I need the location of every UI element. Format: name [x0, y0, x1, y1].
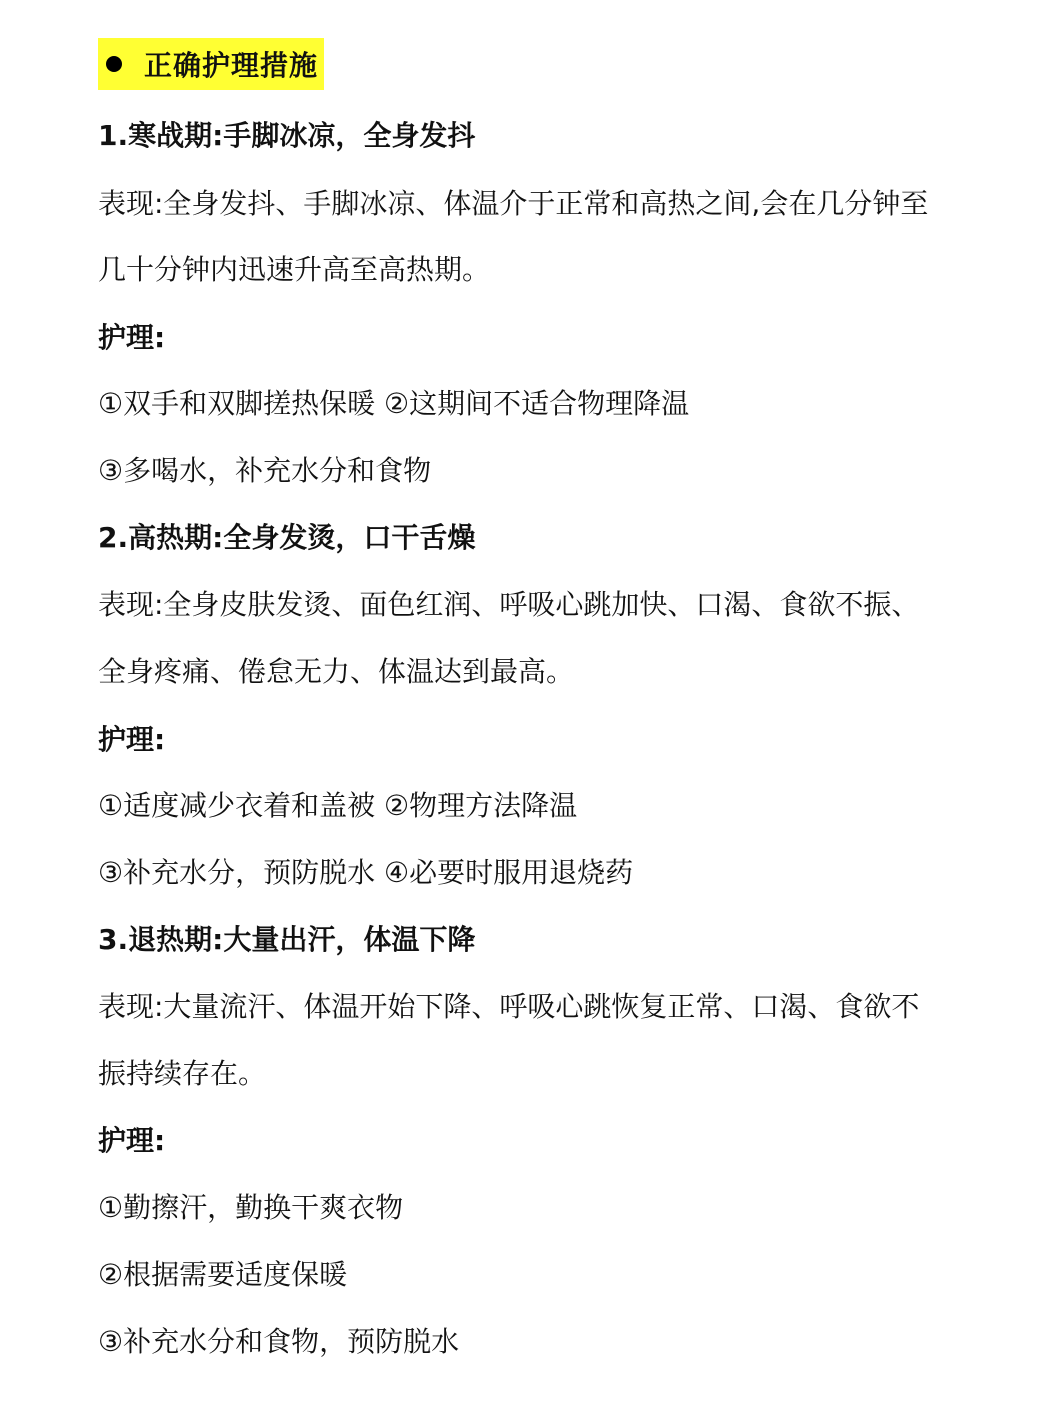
care-item: ③补充水分和食物，预防脱水: [98, 1325, 460, 1358]
care-item: ③多喝水，补充水分和食物: [98, 454, 432, 487]
stage-title: 1.寒战期:手脚冰凉，全身发抖: [98, 119, 476, 152]
care-item: ③补充水分，预防脱水 ④必要时服用退烧药: [98, 856, 634, 889]
stage-title: 3.退热期:大量出汗，体温下降: [98, 923, 476, 956]
section-heading: [98, 38, 324, 90]
stage-title: 2.高热期:全身发烫，口干舌燥: [98, 521, 476, 554]
care-label: 护理:: [98, 321, 166, 354]
care-item: ②根据需要适度保暖: [98, 1258, 348, 1291]
care-item: ①勤擦汗，勤换干爽衣物: [98, 1191, 404, 1224]
symptom-description: 几十分钟内迅速升高至高热期。: [98, 253, 491, 286]
symptom-description: 表现:全身皮肤发烫、面色红润、呼吸心跳加快、口渴、食欲不振、: [98, 588, 920, 621]
care-label: 护理:: [98, 1124, 166, 1157]
symptom-description: 表现:全身发抖、手脚冰凉、体温介于正常和高热之间,会在几分钟至: [98, 187, 929, 220]
heading-text: 正确护理措施: [144, 49, 319, 82]
symptom-description: 全身疼痛、倦怠无力、体温达到最高。: [98, 655, 575, 688]
care-item: ①双手和双脚搓热保暖 ②这期间不适合物理降温: [98, 387, 690, 420]
symptom-description: 振持续存在。: [98, 1057, 267, 1090]
care-item: ①适度减少衣着和盖被 ②物理方法降温: [98, 789, 578, 822]
symptom-description: 表现:大量流汗、体温开始下降、呼吸心跳恢复正常、口渴、食欲不: [98, 990, 920, 1023]
care-label: 护理:: [98, 723, 166, 756]
bullet-dot-icon: [106, 56, 122, 72]
